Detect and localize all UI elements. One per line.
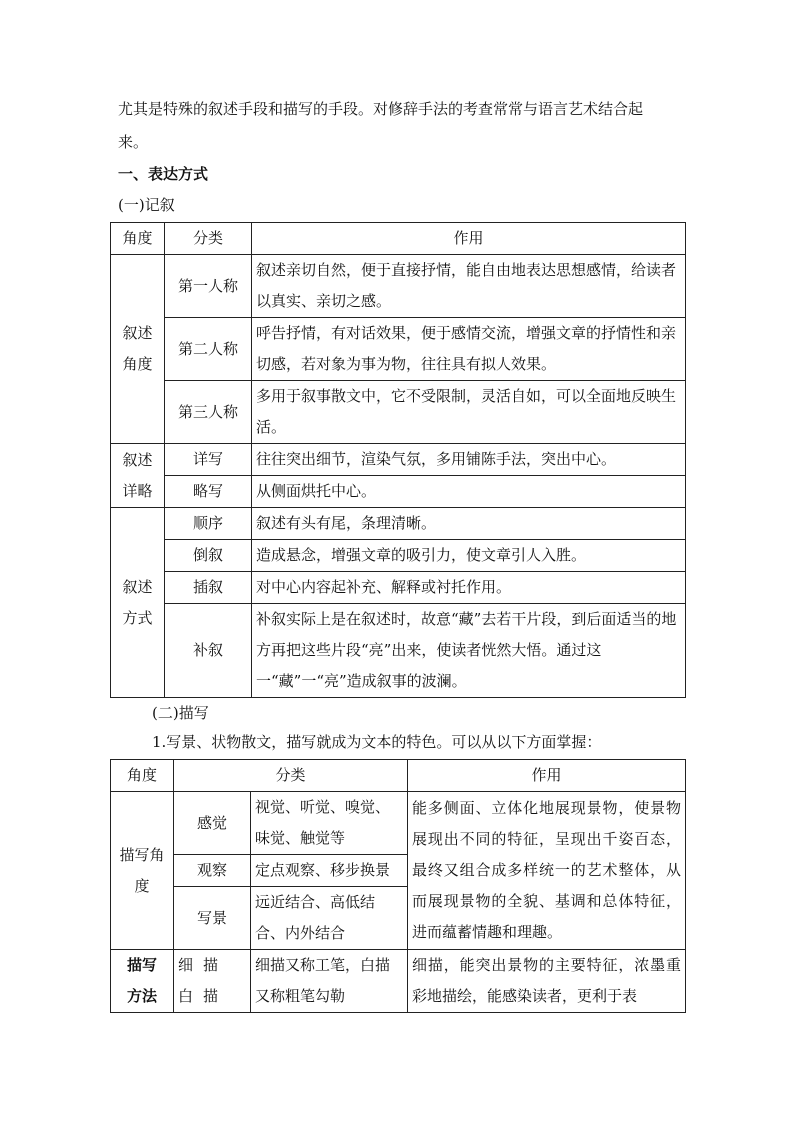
effect-cell: 多用于叙事散文中，它不受限制，灵活自如，可以全面地反映生活。: [252, 381, 686, 444]
group-label-detail: 叙述详略: [111, 444, 165, 508]
effect-cell: 从侧面烘托中心。: [252, 476, 686, 508]
description-table: [110, 759, 686, 1013]
table-header: 分类: [165, 223, 252, 255]
category-cell: 观察: [174, 855, 251, 887]
effect-cell: 叙述有头有尾，条理清晰。: [252, 508, 686, 540]
group-label-method: 叙述方式: [111, 508, 165, 698]
category-cell: 第二人称: [165, 318, 252, 381]
subsection-heading-narration: (一)记叙: [118, 196, 175, 214]
category-cell: 写景: [174, 887, 251, 950]
subsection-heading-description: (二)描写: [152, 704, 209, 722]
table-header: 分类: [174, 760, 408, 792]
effect-cell: 叙述亲切自然，便于直接抒情，能自由地表达思想感情，给读者以真实、亲切之感。: [252, 255, 686, 318]
category-cell: 感觉: [174, 792, 251, 855]
group-label-angle: 描写角度: [111, 792, 174, 950]
effect-cell: 呼告抒情，有对话效果，便于感情交流，增强文章的抒情性和亲切感，若对象为事为物，往往具有拟人效果。: [252, 318, 686, 381]
narration-table: [110, 222, 686, 698]
effect-cell: 往往突出细节，渲染气氛，多用铺陈手法，突出中心。: [252, 444, 686, 476]
category-cell: 详写: [165, 444, 252, 476]
description-intro-line: 1.写景、状物散文，描写就成为文本的特色。可以从以下方面掌握：: [152, 733, 602, 751]
effect-cell: 补叙实际上是在叙述时，故意“藏”去若干片段，到后面适当的地方再把这些片段“亮”出来，使读者恍然大悟。通过这一“藏”一“亮”造成叙事的波澜。: [252, 604, 686, 698]
effect-cell: 能多侧面、立体化地展现景物，使景物展现出不同的特征，呈现出千姿百态，最终又组合成多样统一的艺术整体，从而展现景物的全貌、基调和总体特征，进而蕴蓄情趣和理趣。: [408, 792, 686, 950]
category-cell: 倒叙: [165, 540, 252, 572]
detail-cell: 远近结合、高低结合、内外结合: [251, 887, 408, 950]
section-heading: 一、表达方式: [118, 165, 209, 183]
detail-cell: 细描又称工笔，白描又称粗笔勾勒: [251, 950, 408, 1013]
group-label-method: 描写方法: [111, 950, 174, 1013]
category-cell: 第三人称: [165, 381, 252, 444]
table-header: 角度: [111, 223, 165, 255]
detail-cell: 定点观察、移步换景: [251, 855, 408, 887]
table-header: 作用: [252, 223, 686, 255]
category-cell: 补叙: [165, 604, 252, 698]
effect-cell: 细描，能突出景物的主要特征，浓墨重彩地描绘，能感染读者，更利于表: [408, 950, 686, 1013]
detail-cell: 视觉、听觉、嗅觉、味觉、触觉等: [251, 792, 408, 855]
category-cell: 第一人称: [165, 255, 252, 318]
category-cell: 略写: [165, 476, 252, 508]
intro-line-2: 来。: [118, 133, 149, 151]
effect-cell: 对中心内容起补充、解释或衬托作用。: [252, 572, 686, 604]
category-cell: 插叙: [165, 572, 252, 604]
effect-cell: 造成悬念，增强文章的吸引力，使文章引人入胜。: [252, 540, 686, 572]
category-cell: 顺序: [165, 508, 252, 540]
group-label-angle: 叙述角度: [111, 255, 165, 444]
intro-line-1: 尤其是特殊的叙述手段和描写的手段。对修辞手法的考查常常与语言艺术结合起: [118, 100, 644, 118]
table-header: 作用: [408, 760, 686, 792]
table-header: 角度: [111, 760, 174, 792]
category-cell: 细描白描: [174, 950, 251, 1013]
